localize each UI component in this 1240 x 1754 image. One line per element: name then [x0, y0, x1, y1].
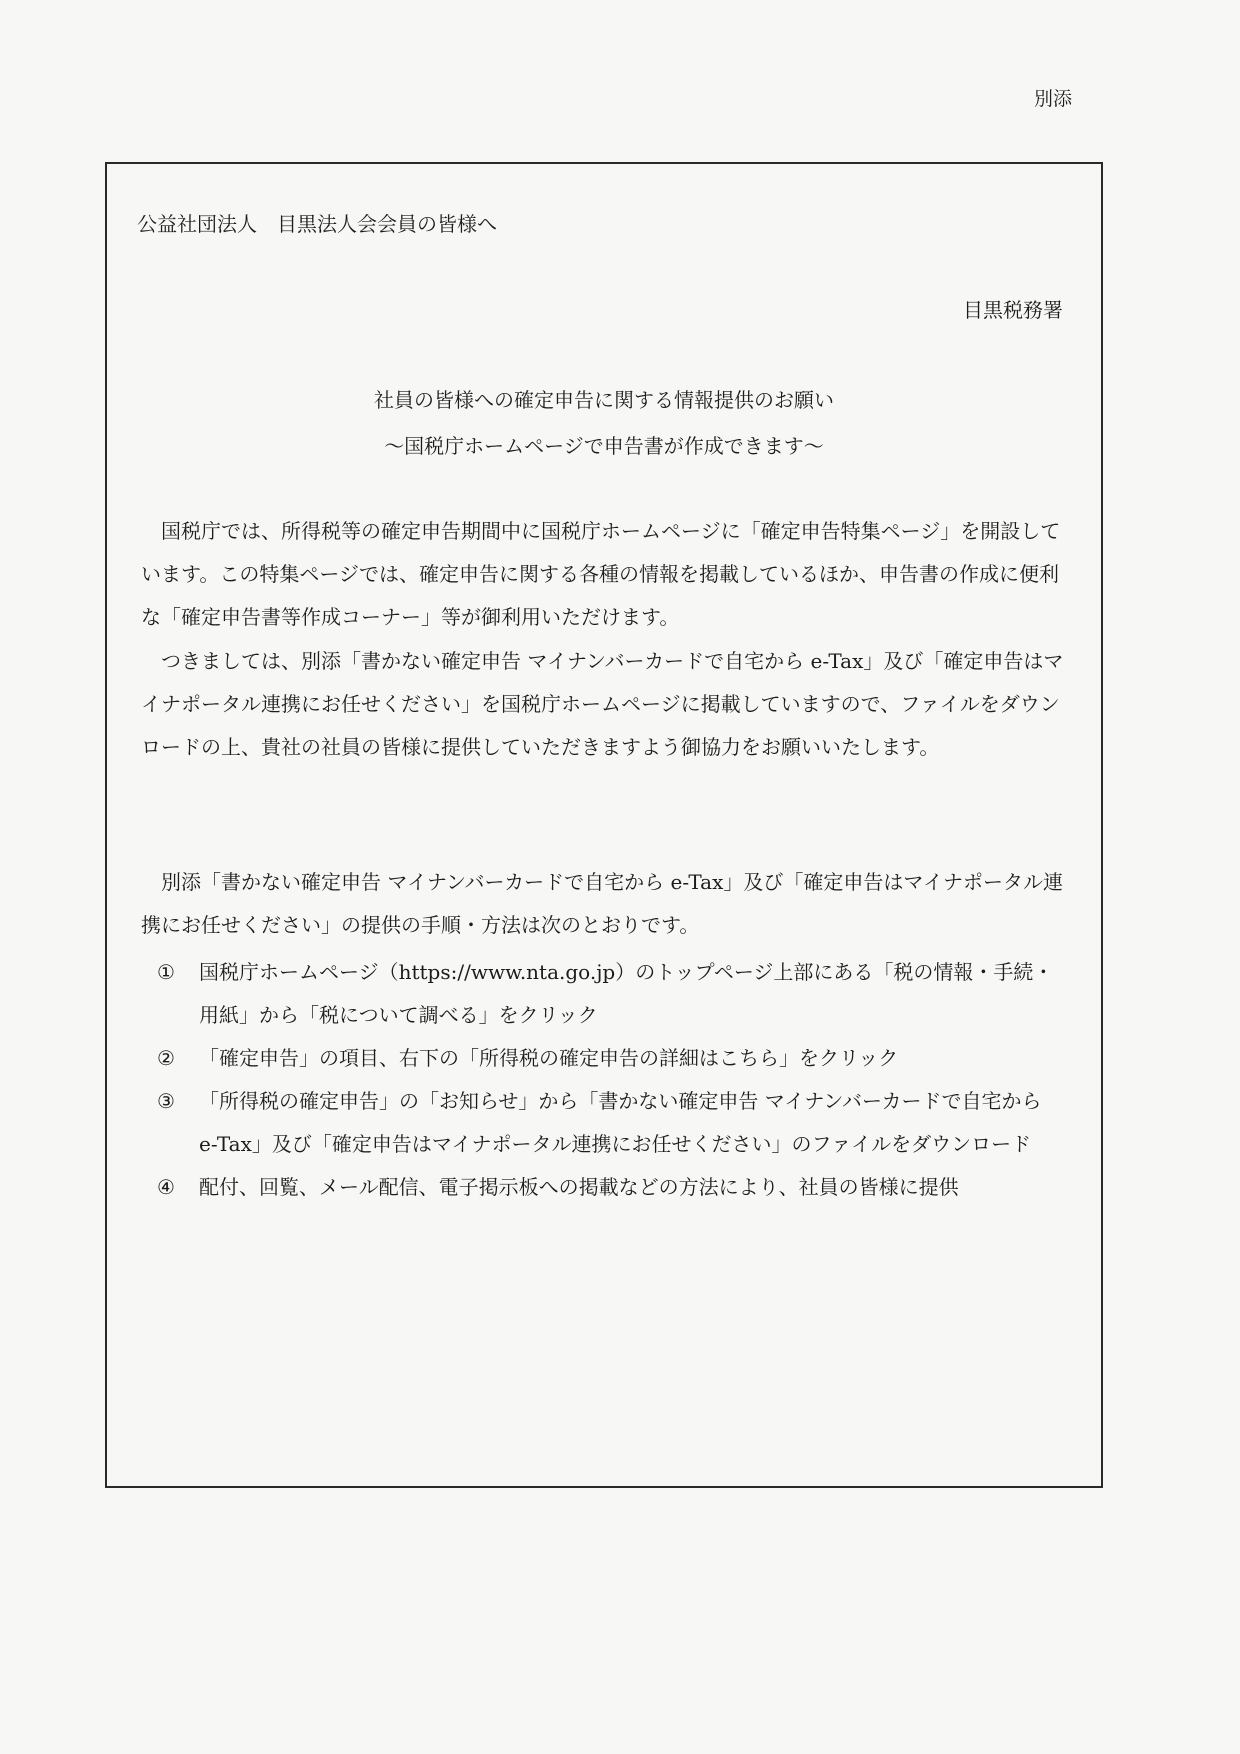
paragraph-request: つきましては、別添「書かない確定申告 マイナンバーカードで自宅から e-Tax」及び「確定申告はマイナポータル連携にお任せください」を国税庁ホームページに掲載していますので、ファイルをダウンロードの上、貴社の社員の皆様に提供していただきますよう御協力をお願いいたします。: [141, 649, 1064, 759]
paragraph-procedure: 別添「書かない確定申告 マイナンバーカードで自宅から e-Tax」及び「確定申告はマイナポータル連携にお任せください」の提供の手順・方法は次のとおりです。: [141, 870, 1063, 937]
document-frame: [105, 162, 1103, 1488]
step-number: ③: [157, 1089, 175, 1113]
step-text: 「確定申告」の項目、右下の「所得税の確定申告の詳細はこちら」をクリック: [199, 1046, 899, 1070]
addressee: 公益社団法人 目黒法人会会員の皆様へ: [137, 212, 497, 236]
step-number: ②: [157, 1046, 175, 1070]
paragraph-intro: 国税庁では、所得税等の確定申告期間中に国税庁ホームページに「確定申告特集ページ」を開設しています。この特集ページでは、確定申告に関する各種の情報を掲載しているほか、申告書の作成に便利な「確定申告書等作成コーナー」等が御利用いただけます。: [141, 519, 1061, 629]
procedure-steps: [157, 951, 1065, 1209]
step-number: ④: [157, 1175, 175, 1199]
step-text: 配付、回覧、メール配信、電子掲示板への掲載などの方法により、社員の皆様に提供: [199, 1175, 959, 1199]
step-text: 「所得税の確定申告」の「お知らせ」から「書かない確定申告 マイナンバーカードで自宅から e-Tax」及び「確定申告はマイナポータル連携にお任せください」のファイルをダウンロード: [199, 1089, 1042, 1156]
sender: 目黒税務署: [963, 298, 1063, 322]
attachment-label: 別添: [1033, 88, 1072, 110]
step-item: [157, 1080, 1065, 1166]
document-subtitle: ～国税庁ホームページで申告書が作成できます～: [384, 434, 824, 458]
document-title: 社員の皆様への確定申告に関する情報提供のお願い: [374, 388, 834, 412]
step-item: [157, 951, 1065, 1037]
step-text: 国税庁ホームページ（https://www.nta.go.jp）のトップページ上部にある「税の情報・手続・用紙」から「税について調べる」をクリック: [199, 960, 1054, 1027]
step-item: [157, 1166, 1065, 1209]
step-item: [157, 1037, 1065, 1080]
step-number: ①: [157, 960, 175, 984]
